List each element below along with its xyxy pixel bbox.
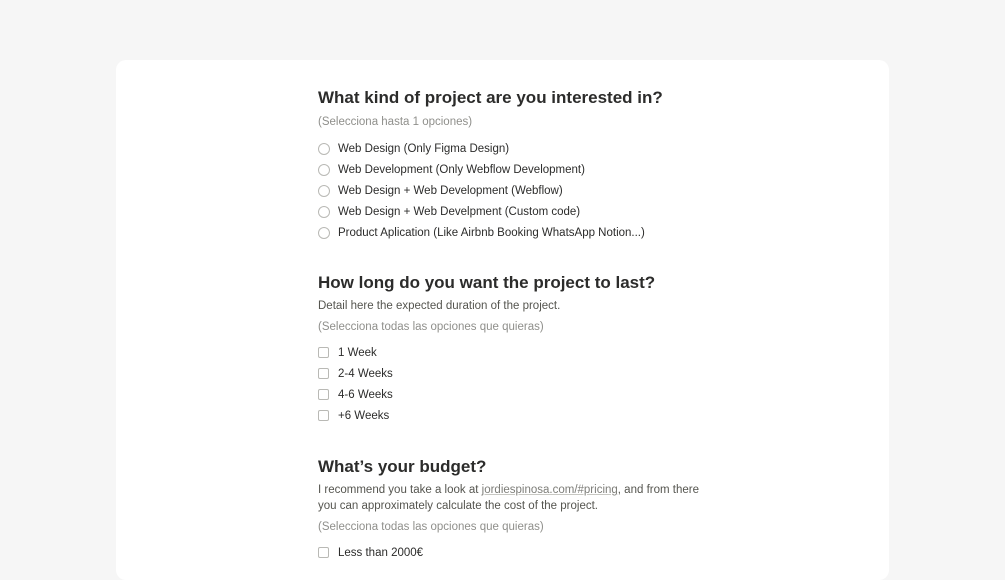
option-label: 2-4 Weeks bbox=[338, 367, 393, 380]
radio-circle-icon[interactable] bbox=[318, 185, 330, 197]
description-text: I recommend you take a look at bbox=[318, 484, 482, 496]
option-label: 1 Week bbox=[338, 346, 377, 359]
option-label: Product Aplication (Like Airbnb Booking WhatsApp Notion...) bbox=[338, 226, 645, 239]
option-label: Web Design + Web Development (Webflow) bbox=[338, 184, 563, 197]
checkbox-option-4-6-weeks[interactable] bbox=[318, 384, 718, 405]
option-label: Less than 2000€ bbox=[338, 546, 424, 559]
radio-circle-icon[interactable] bbox=[318, 206, 330, 218]
question-description: Detail here the expected duration of the project. bbox=[318, 300, 561, 312]
option-label: +6 Weeks bbox=[338, 409, 390, 422]
radio-option-web-development[interactable] bbox=[318, 159, 718, 180]
question-duration bbox=[318, 273, 718, 426]
question-title: How long do you want the project to last? bbox=[318, 273, 656, 292]
option-label: Web Development (Only Webflow Development) bbox=[338, 163, 585, 176]
question-budget bbox=[318, 457, 718, 563]
pricing-link[interactable]: jordiespinosa.com/#pricing bbox=[481, 484, 618, 496]
checkbox-icon[interactable] bbox=[318, 410, 329, 421]
checkbox-option-2-4-weeks[interactable] bbox=[318, 363, 718, 384]
option-label: 4-6 Weeks bbox=[338, 388, 393, 401]
radio-circle-icon[interactable] bbox=[318, 164, 330, 176]
radio-option-web-design[interactable] bbox=[318, 138, 718, 159]
radio-option-design-development-webflow[interactable] bbox=[318, 180, 718, 201]
question-project-type bbox=[318, 88, 718, 243]
checkbox-option-6-plus-weeks[interactable] bbox=[318, 405, 718, 426]
question-title: What kind of project are you interested in? bbox=[318, 88, 663, 107]
checkbox-icon[interactable] bbox=[318, 368, 329, 379]
radio-option-design-development-custom[interactable] bbox=[318, 201, 718, 222]
question-hint: (Selecciona todas las opciones que quieras) bbox=[318, 321, 544, 333]
radio-option-product-application[interactable] bbox=[318, 222, 718, 243]
question-title: What’s your budget? bbox=[318, 457, 487, 476]
checkbox-group bbox=[318, 542, 718, 563]
checkbox-option-less-than-2000[interactable] bbox=[318, 542, 718, 563]
radio-circle-icon[interactable] bbox=[318, 227, 330, 239]
checkbox-icon[interactable] bbox=[318, 347, 329, 358]
question-hint: (Selecciona todas las opciones que quieras) bbox=[318, 521, 544, 533]
radio-group bbox=[318, 138, 718, 243]
checkbox-group bbox=[318, 342, 718, 426]
option-label: Web Design (Only Figma Design) bbox=[338, 142, 510, 155]
option-label: Web Design + Web Develpment (Custom code) bbox=[338, 205, 581, 218]
question-hint: (Selecciona hasta 1 opciones) bbox=[318, 116, 473, 128]
checkbox-icon[interactable] bbox=[318, 389, 329, 400]
radio-circle-icon[interactable] bbox=[318, 143, 330, 155]
checkbox-option-1-week[interactable] bbox=[318, 342, 718, 363]
description-text: , and from there you can approximately calculate the cost of the project. bbox=[318, 484, 699, 512]
checkbox-icon[interactable] bbox=[318, 547, 329, 558]
question-description bbox=[318, 482, 708, 514]
